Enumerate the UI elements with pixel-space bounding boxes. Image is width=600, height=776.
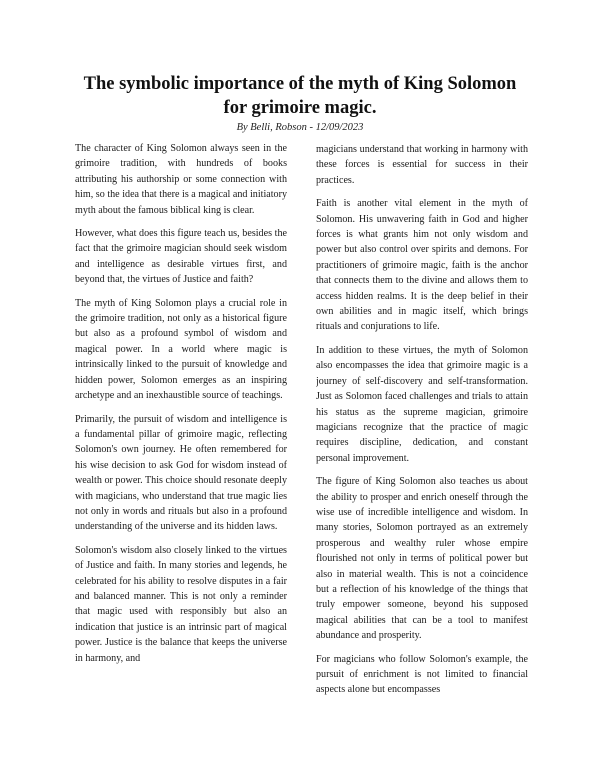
paragraph: The character of King Solomon always seen in the grimoire tradition, with hundreds of books attributing his authorship or some connection with him, so the idea that there is a magical and initiatory myth about the famous biblical king is clear. xyxy=(75,143,287,216)
paragraph: In addition to these virtues, the myth of Solomon also encompasses the idea that grimoire magic is a journey of self-discovery and self-transformation. Just as Solomon faced challenges and trials to attain his status as the supreme magician, grimoire magicians recognize that the practice of magic requires discipline, dedication, and constant personal improvement. xyxy=(316,344,528,464)
right-column xyxy=(316,142,528,756)
left-column xyxy=(75,141,287,756)
paragraph: Primarily, the pursuit of wisdom and intelligence is a fundamental pillar of grimoire magic, reflecting Solomon's own journey. He often remembered for his wise decision to ask God for wisdom instead of wealth or power. This choice should resonate deeply with magicians, who understand that true magic lies not only in words and rituals but also in a profound understanding of the universe and its hidden laws. xyxy=(75,413,287,533)
paragraph: The myth of King Solomon plays a crucial role in the grimoire tradition, not only as a historical figure but also as a profound symbol of wisdom and magical power. In a world where magic is intrinsically linked to the pursuit of knowledge and hidden power, Solomon emerges as an inspiring archetype and an inexhaustible source of teachings. xyxy=(75,297,287,402)
article-byline: By Belli, Robson - 12/09/2023 xyxy=(236,122,364,133)
paragraph: Solomon's wisdom also closely linked to the virtues of Justice and faith. In many stories and legends, he celebrated for his ability to resolve disputes in a fair and balanced manner. This is not only a reminder that magic used with responsibly but also an indication that justice is an intrinsic part of magical power. Justice is the balance that keeps the universe in harmony, and xyxy=(75,544,287,664)
paragraph: For magicians who follow Solomon's example, the pursuit of enrichment is not limited to financial aspects alone but encompasses xyxy=(316,653,528,696)
paragraph: magicians understand that working in harmony with these forces is essential for success in their practices. xyxy=(316,144,528,186)
paragraph: However, what does this figure teach us, besides the fact that the grimoire magician should seek wisdom and intelligence as desirable virtues first, and beyond that, the virtues of Justice and faith? xyxy=(75,228,287,286)
paragraph: The figure of King Solomon also teaches us about the ability to prosper and enrich oneself through the wise use of incredible intelligence and wisdom. In many stories, Solomon portrayed as an extremely prosperous and wealthy ruler whose empire flourished not only in terms of political power but also in material wealth. This is not a coincidence but a reflection of his knowledge of the things that truly empower someone, beyond his supposed magical abilities that can be a tool to manifest abundance and prosperity. xyxy=(316,476,528,642)
article-title: The symbolic importance of the myth of King Solomon for grimoire magic. xyxy=(83,74,517,118)
paragraph: Faith is another vital element in the myth of Solomon. His unwavering faith in God and higher forces is what grants him not only wisdom and power but also control over spirits and demons. For practitioners of grimoire magic, faith is the anchor that connects them to the divine and allows them to access hidden realms. It is the deep belief in their own abilities and in magic itself, which brings rituals and conjurations to life. xyxy=(316,198,528,333)
